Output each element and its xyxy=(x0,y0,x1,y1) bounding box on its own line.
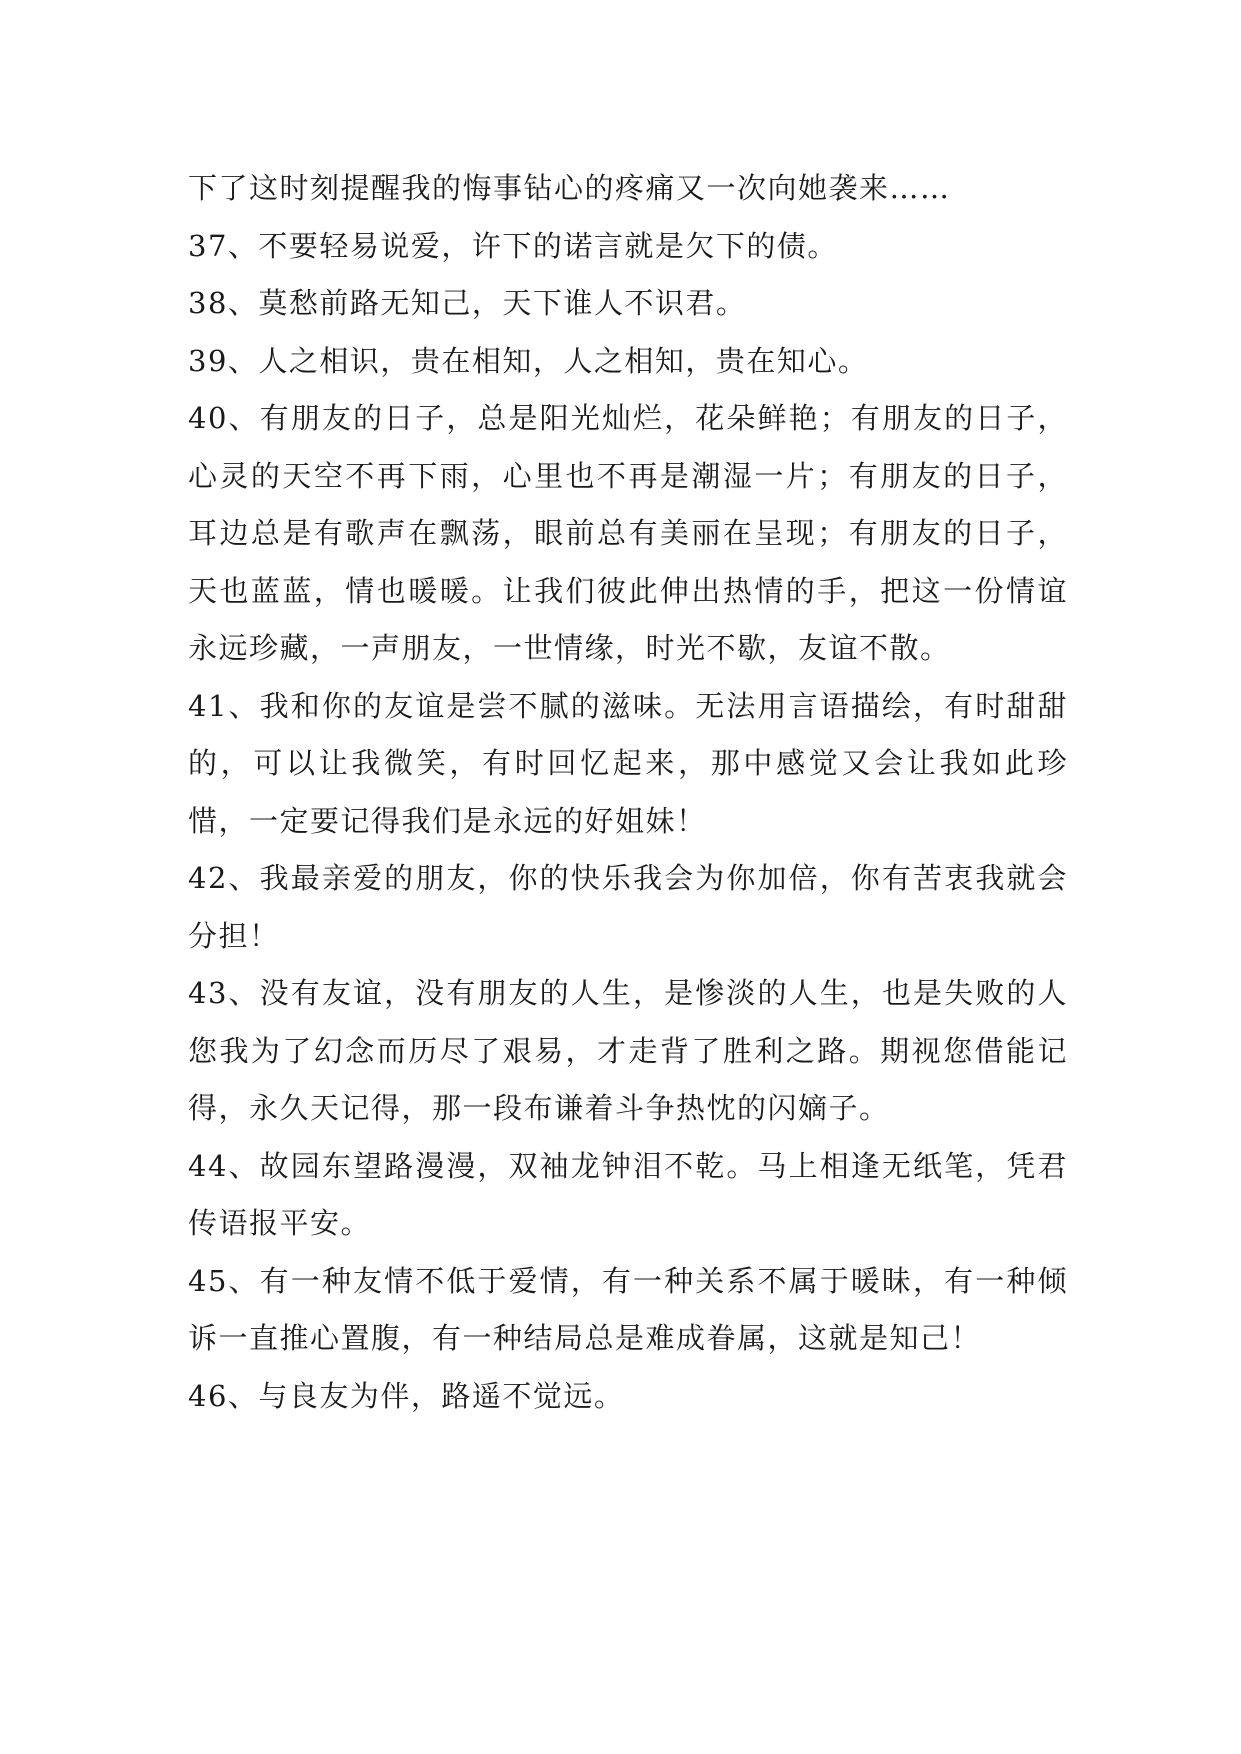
document-body xyxy=(188,160,1068,1425)
paragraph-continuation: 下了这时刻提醒我的悔事钻心的疼痛又一次向她袭来…… xyxy=(188,171,951,205)
paragraph-item-39: 39、人之相识，贵在相知，人之相知，贵在知心。 xyxy=(188,343,869,378)
paragraph-item-43: 43、没有友谊，没有朋友的人生，是惨淡的人生，也是失败的人您我为了幻念而历尽了艰易，才走背了胜利之路。期视您借能记得，永久天记得，那一段布谦着斗争热忱的闪嫡子。 xyxy=(188,976,1068,1125)
paragraph-item-44: 44、故园东望路漫漫，双袖龙钟泪不乾。马上相逢无纸笔，凭君传语报平安。 xyxy=(188,1148,1068,1240)
paragraph-item-40: 40、有朋友的日子，总是阳光灿烂，花朵鲜艳；有朋友的日子，心灵的天空不再下雨，心里也不再是潮湿一片；有朋友的日子，耳边总是有歌声在飘荡，眼前总有美丽在呈现；有朋友的日子，天也蓝蓝，情也暖暖。让我们彼此伸出热情的手，把这一份情谊永远珍藏，一声朋友，一世情缘，时光不歇，友谊不散。 xyxy=(188,401,1068,665)
paragraph-item-42: 42、我最亲爱的朋友，你的快乐我会为你加倍，你有苦衷我就会分担！ xyxy=(188,861,1068,953)
paragraph-item-37: 37、不要轻易说爱，许下的诺言就是欠下的债。 xyxy=(188,228,838,263)
paragraph-item-46: 46、与良友为伴，路遥不觉远。 xyxy=(188,1378,625,1413)
paragraph-item-41: 41、我和你的友谊是尝不腻的滋味。无法用言语描绘，有时甜甜的，可以让我微笑，有时回忆起来，那中感觉又会让我如此珍惜，一定要记得我们是永远的好姐妹！ xyxy=(188,688,1068,838)
paragraph-item-38: 38、莫愁前路无知己，天下谁人不识君。 xyxy=(188,286,747,320)
paragraph-item-45: 45、有一种友情不低于爱情，有一种关系不属于暖昧，有一种倾诉一直推心置腹，有一种结局总是难成眷属，这就是知己！ xyxy=(188,1263,1068,1355)
